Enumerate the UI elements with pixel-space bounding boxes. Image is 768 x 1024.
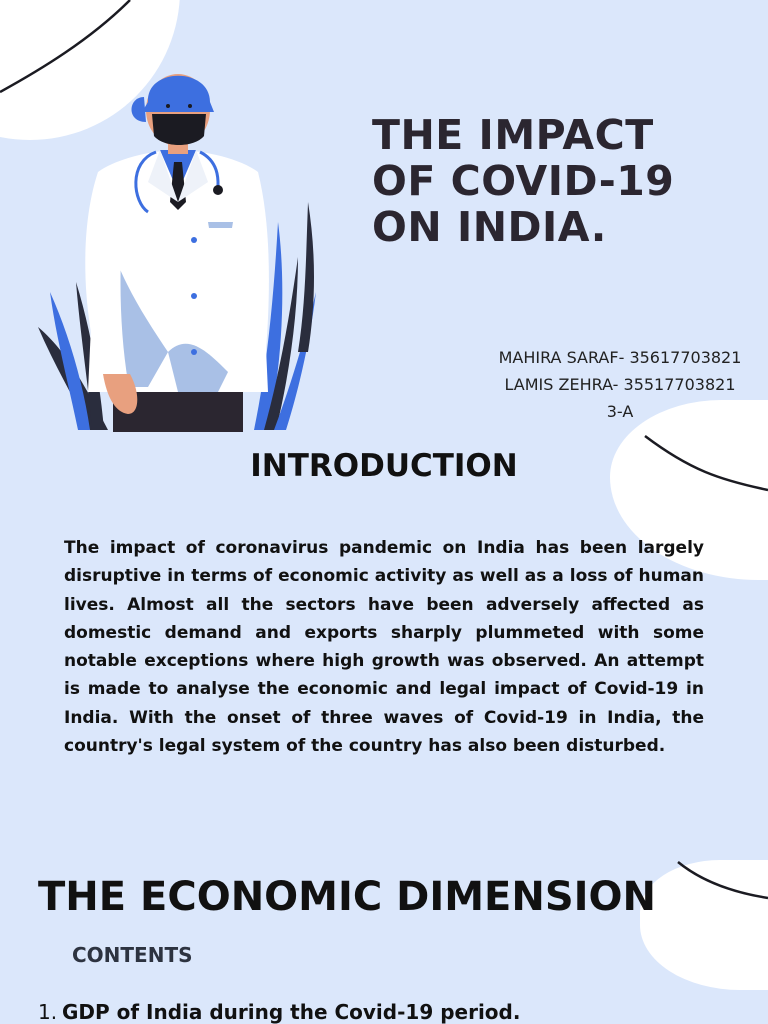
list-item-number: 1. bbox=[38, 1000, 58, 1024]
author-line: MAHIRA SARAF- 35617703821 bbox=[498, 348, 742, 367]
contents-list bbox=[38, 1000, 758, 1024]
title-line: ON INDIA. bbox=[372, 203, 607, 251]
list-item bbox=[38, 1000, 758, 1024]
authors-block bbox=[470, 344, 768, 425]
title-line: THE IMPACT bbox=[372, 111, 654, 159]
introduction-heading: INTRODUCTION bbox=[250, 448, 518, 484]
introduction-paragraph: The impact of coronavirus pandemic on India has been largely disruptive in terms of economic activity as well as a loss of human lives. Almost all the sectors have been adversely affected as domestic demand and exports sharply plummeted with some notable exceptions where high growth was observed. An attempt is made to analyse the economic and legal impact of Covid-19 in India. With the onset of three waves of Covid-19 in India, the country's legal system of the country has also been disturbed. bbox=[64, 538, 704, 757]
economic-dimension-heading: THE ECONOMIC DIMENSION bbox=[38, 874, 657, 920]
title-line: OF COVID-19 bbox=[372, 157, 675, 205]
contents-label: CONTENTS bbox=[72, 943, 193, 967]
doctor-illustration bbox=[28, 52, 328, 432]
author-line: LAMIS ZEHRA- 35517703821 bbox=[504, 375, 736, 394]
class-line: 3-A bbox=[606, 402, 634, 421]
list-item-text: GDP of India during the Covid-19 period. bbox=[62, 1000, 521, 1024]
page-title bbox=[372, 112, 762, 250]
